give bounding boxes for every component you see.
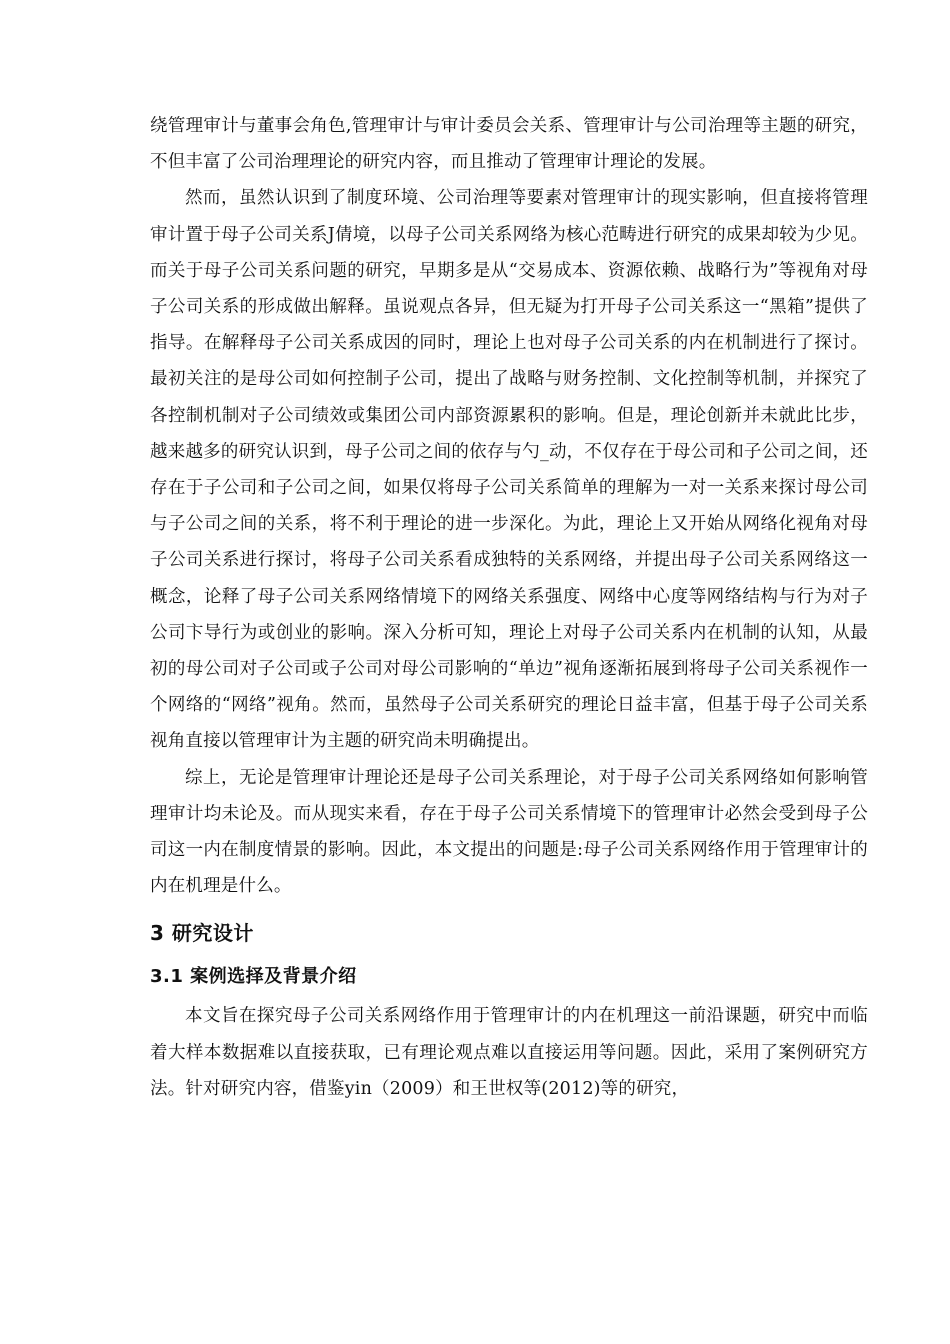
paragraph-research-question: 综上，无论是管理审计理论还是母子公司关系理论，对于母子公司关系网络如何影响管理审计均未论及。而从现实来看，存在于母子公司关系情境下的管理审计必然会受到母子公司这一内在制度情景的影响。因此，本文提出的问题是:母子公司关系网络作用于管理审计的内在机理是什么。 [150, 767, 868, 897]
document-page [150, 108, 868, 1107]
subsection-heading: 3.1 案例选择及背景介绍 [150, 966, 357, 988]
paragraph-case-selection: 本文旨在探究母子公司关系网络作用于管理审计的内在机理这一前沿课题，研究中而临着大样本数据难以直接获取，已有理论观点难以直接运用等问题。因此，采用了案例研究方法。针对研究内容，借鉴yin（2009）和王世权等(2012)等的研究， [150, 1006, 868, 1099]
paragraph-literature-review: 然而，虽然认识到了制度环境、公司治理等要素对管理审计的现实影响，但直接将管理审计置于母子公司关系J倩境，以母子公司关系网络为核心范畴进行研究的成果却较为少见。而关于母子公司关系问题的研究，早期多是从“交易成本、资源依赖、战略行为”等视角对母子公司关系的形成做出解释。虽说观点各异，但无疑为打开母子公司关系这一“黑箱”提供了指导。在解释母子公司关系成因的同时，理论上也对母子公司关系的内在机制进行了探讨。最初关注的是母公司如何控制子公司，提出了战略与财务控制、文化控制等机制，并探究了各控制机制对子公司绩效或集团公司内部资源累积的影响。但是，理论创新并未就此比步，越来越多的研究认识到，母子公司之间的依存与勺_动，不仅存在于母公司和子公司之间，还存在于子公司和子公司之间，如果仅将母子公司关系简单的理解为一对一关系来探讨母公司与子公司之间的关系，将不利于理论的进一步深化。为此，理论上又开始从网络化视角对母子公司关系进行探讨，将母子公司关系看成独特的关系网络，并提出母子公司关系网络这一概念，论释了母子公司关系网络情境下的网络关系强度、网络中心度等网络结构与行为对子公司卞导行为或创业的影响。深入分析可知，理论上对母子公司关系内在机制的认知，从最初的母公司对子公司或子公司对母公司影响的“单边”视角逐渐拓展到将母子公司关系视作一个网络的“网络”视角。然而，虽然母子公司关系研究的理论日益丰富，但基于母子公司关系视角直接以管理审计为主题的研究尚未明确提出。 [150, 188, 868, 752]
paragraph-continuation: 绕管理审计与董事会角色,管理审计与审计委员会关系、管理审计与公司治理等主题的研究，不但丰富了公司治理理论的研究内容，而且推动了管理审计理论的发展。 [150, 116, 868, 173]
section-heading: 3 研究设计 [150, 921, 254, 946]
